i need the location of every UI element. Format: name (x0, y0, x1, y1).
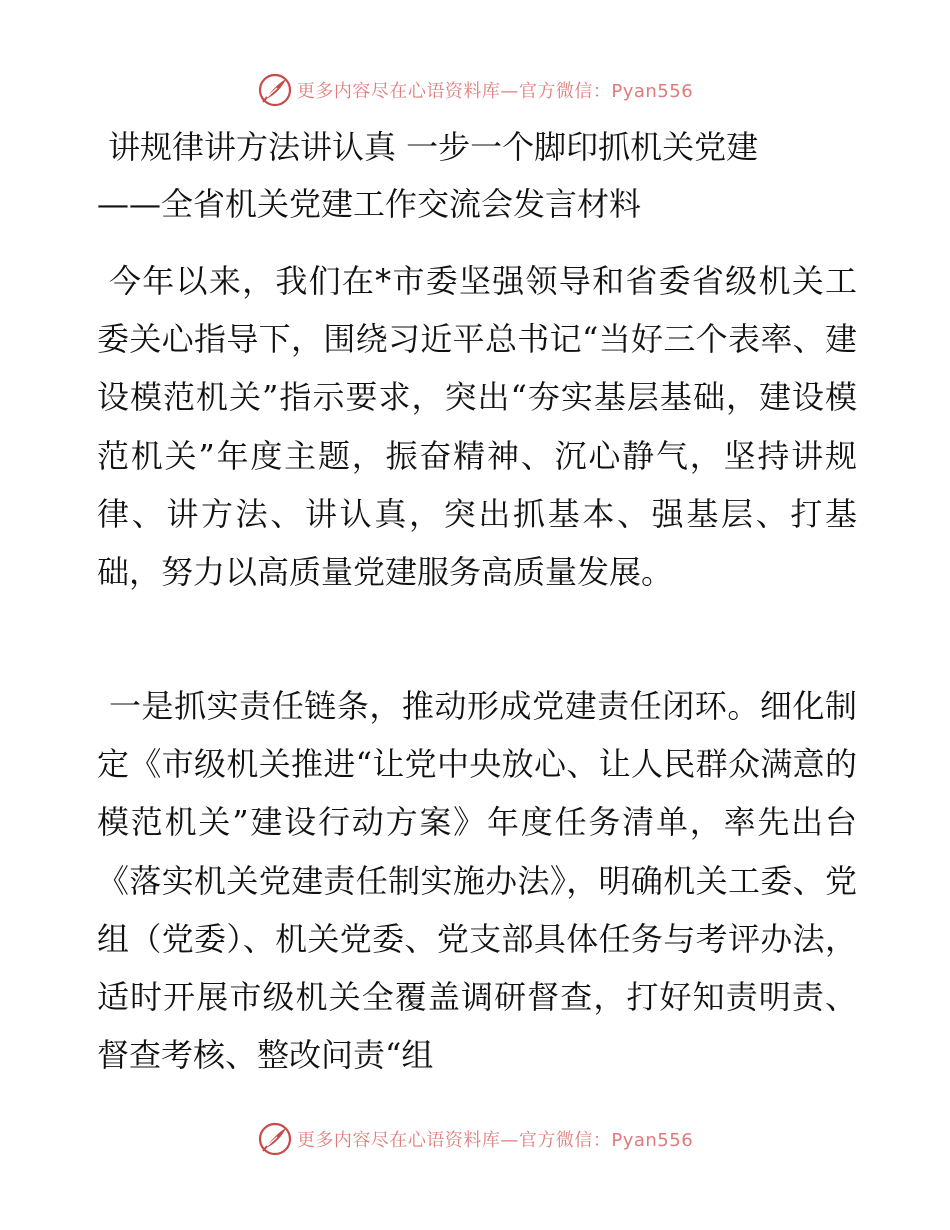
document-subtitle: ——全省机关党建工作交流会发言材料 (97, 185, 642, 223)
document-title: 讲规律讲方法讲认真 一步一个脚印抓机关党建 (108, 128, 759, 166)
watermark-text: 更多内容尽在心语资料库—官方微信：Pyan556 (296, 1130, 694, 1151)
body-paragraph: 今年以来，我们在*市委坚强领导和省委省级机关工委关心指导下，围绕习近平总书记“当好三个表率、建设模范机关”指示要求，突出“夯实基层基础，建设模范机关”年度主题，振奋精神、沉心静气，坚持讲规律、讲方法、讲认真，突出抓基本、强基层、打基础，努力以高质量党建服务高质量发展。 (97, 262, 857, 592)
body-paragraph: 一是抓实责任链条，推动形成党建责任闭环。细化制定《市级机关推进“让党中央放心、让人民群众满意的模范机关”建设行动方案》年度任务清单，率先出台《落实机关党建责任制实施办法》，明确机关工委、党组（党委）、机关党委、党支部具体任务与考评办法，适时开展市级机关全覆盖调研督查，打好知责明责、督查考核、整改问责“组 (97, 687, 857, 1075)
footer-watermark (0, 1119, 950, 1159)
feather-pen-logo-icon (257, 1121, 293, 1157)
watermark-text: 更多内容尽在心语资料库—官方微信：Pyan556 (296, 81, 694, 102)
header-watermark (0, 70, 950, 110)
feather-pen-logo-icon (257, 72, 293, 108)
